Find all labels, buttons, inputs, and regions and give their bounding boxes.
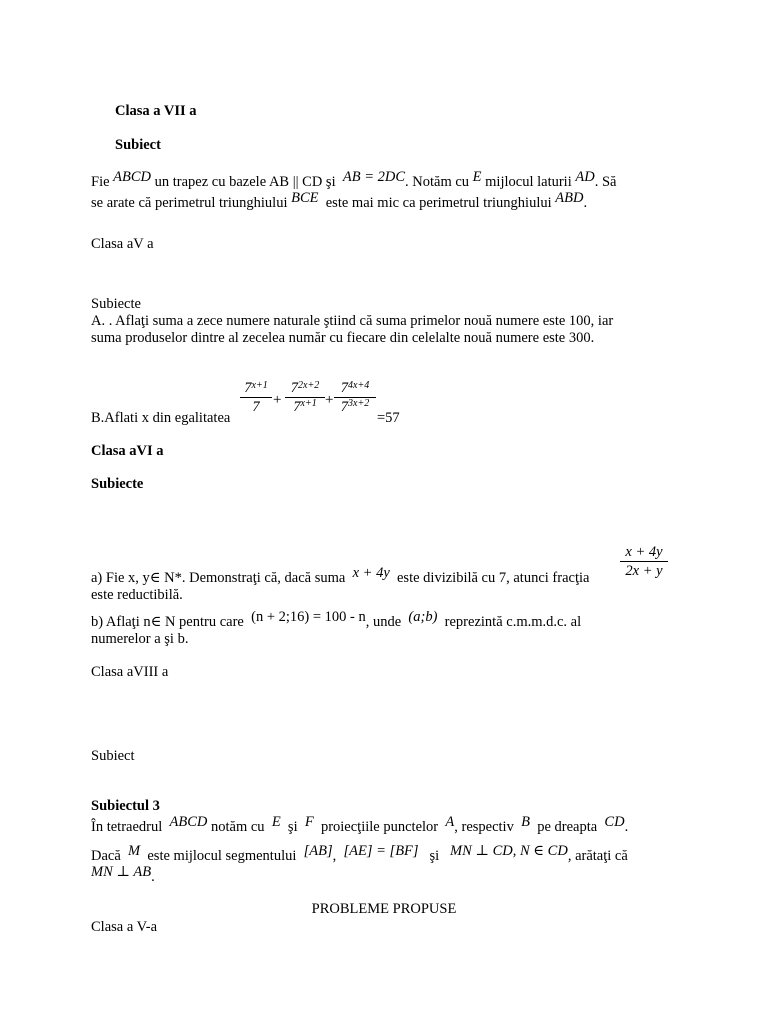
text: Dacă xyxy=(91,848,121,864)
base: 7 xyxy=(290,380,299,396)
base: 7 xyxy=(340,399,349,415)
text: . xyxy=(583,195,588,211)
exponent: 4x+4 xyxy=(348,380,370,391)
exponent: 3x+2 xyxy=(348,398,370,409)
text: se arate că perimetrul triunghiului xyxy=(91,195,288,211)
fraction-1 xyxy=(240,380,272,416)
math-ab-2dc: AB = 2DC xyxy=(342,169,406,185)
text: , unde xyxy=(365,614,402,630)
math-b: B xyxy=(521,814,530,830)
class-5-problem-a-line-2: suma produselor dintre al zecelea număr cu fiecare din celelalte nouă numere este 300. xyxy=(91,330,595,346)
fraction-3-denominator xyxy=(334,398,376,416)
text: , respectiv xyxy=(454,819,514,835)
math-ad: AD xyxy=(575,169,595,185)
text: mijlocul laturii xyxy=(485,174,572,190)
class-6-problem-a-line-1 xyxy=(91,565,590,587)
base: 7 xyxy=(293,399,301,415)
subject-3-line-1 xyxy=(91,814,629,836)
math-a: A xyxy=(445,814,455,830)
text: . Să xyxy=(594,174,617,190)
fraction-numerator: x + 4y xyxy=(620,544,668,562)
plus-sign-1: + xyxy=(273,392,282,408)
fraction-2-numerator xyxy=(285,380,325,398)
math-mn-perp-ab: MN ⊥ AB xyxy=(91,864,152,880)
text: reprezintă c.m.m.d.c. al xyxy=(444,614,582,630)
fraction-1-numerator xyxy=(240,380,272,398)
fraction-3 xyxy=(334,380,376,416)
text: şi xyxy=(429,848,440,864)
base: 7 xyxy=(340,380,349,396)
math-a-b: (a;b) xyxy=(408,609,438,625)
math-f: F xyxy=(304,814,314,830)
fraction-x4y-over-2xy xyxy=(620,544,668,580)
class-7-title: Clasa a VII a xyxy=(115,103,197,119)
base: 7 xyxy=(244,380,252,396)
text: . xyxy=(151,869,155,885)
fraction-3-numerator xyxy=(334,380,376,398)
exponent: x+1 xyxy=(251,380,268,391)
text: Fie xyxy=(91,174,110,190)
class-7-subject-heading: Subiect xyxy=(115,137,161,153)
class-6-problem-b-line-2: numerelor a şi b. xyxy=(91,631,189,647)
text: este divizibilă cu 7, atunci fracţia xyxy=(397,570,590,586)
math-mn-perp-cd: MN ⊥ CD, N ∈ CD xyxy=(449,843,568,859)
math-ae-equals-bf: [AE] = [BF] xyxy=(343,843,419,859)
math-abcd: ABCD xyxy=(113,169,152,185)
subject-3-title: Subiectul 3 xyxy=(91,798,160,814)
fraction-denominator: 2x + y xyxy=(625,563,663,579)
text: , arătaţi că xyxy=(567,848,628,864)
math-segment-ab: [AB] xyxy=(303,843,333,859)
class-5-title: Clasa aV a xyxy=(91,236,154,252)
plus-sign-2: + xyxy=(325,392,334,408)
math-cd: CD xyxy=(604,814,625,830)
fraction-2-denominator xyxy=(285,398,325,416)
text: a) Fie x, y∈ N*. Demonstraţi că, dacă suma xyxy=(91,570,346,586)
math-e: E xyxy=(472,169,482,185)
text: notăm cu xyxy=(211,819,265,835)
text: este mai mic ca perimetrul triunghiului xyxy=(325,195,552,211)
text: proiecţiile punctelor xyxy=(320,819,439,835)
class-6-problem-b-line-1 xyxy=(91,609,582,631)
proposed-class-5-heading: Clasa a V-a xyxy=(91,919,158,935)
math-m: M xyxy=(128,843,141,859)
math-x-plus-4y: x + 4y xyxy=(352,565,390,581)
class-5-subjects-heading: Subiecte xyxy=(91,296,141,312)
class-6-problem-a-line-2: este reductibilă. xyxy=(91,587,183,603)
math-bce: BCE xyxy=(291,190,319,206)
class-6-subjects-heading: Subiecte xyxy=(91,476,144,492)
class-5-problem-a-line-1: A. . Aflaţi suma a zece numere naturale ştiind că suma primelor nouă numere este 100, iar xyxy=(91,313,614,329)
class-5-problem-b-label: B.Aflati x din egalitatea xyxy=(91,410,231,426)
exponent: x+1 xyxy=(300,398,317,409)
math-gcd-equation: (n + 2;16) = 100 - n xyxy=(251,609,366,625)
math-abcd: ABCD xyxy=(169,814,208,830)
text: b) Aflaţi n∈ N pentru care xyxy=(91,614,244,630)
text: . Notăm cu xyxy=(405,174,470,190)
subject-3-line-2 xyxy=(91,843,628,865)
class-8-title: Clasa aVIII a xyxy=(91,664,169,680)
proposed-problems-title: PROBLEME PROPUSE xyxy=(311,901,457,917)
subject-3-line-3 xyxy=(91,864,155,886)
text: . xyxy=(624,819,629,835)
math-abd: ABD xyxy=(555,190,584,206)
text: este mijlocul segmentului xyxy=(147,848,297,864)
equation-result: =57 xyxy=(377,410,400,426)
class-7-problem-line-2 xyxy=(91,190,588,212)
fraction-2 xyxy=(285,380,325,416)
text: pe dreapta xyxy=(537,819,598,835)
class-6-title: Clasa aVI a xyxy=(91,443,164,459)
text: un trapez cu bazele AB || CD şi xyxy=(154,174,336,190)
math-e: E xyxy=(271,814,281,830)
exponent: 2x+2 xyxy=(298,380,320,391)
text: şi xyxy=(287,819,298,835)
class-8-subject-heading: Subiect xyxy=(91,748,135,764)
text: , xyxy=(332,848,337,864)
class-7-problem-line-1 xyxy=(91,169,617,191)
text: În tetraedrul xyxy=(91,819,163,835)
fraction-1-denominator: 7 xyxy=(252,399,260,415)
